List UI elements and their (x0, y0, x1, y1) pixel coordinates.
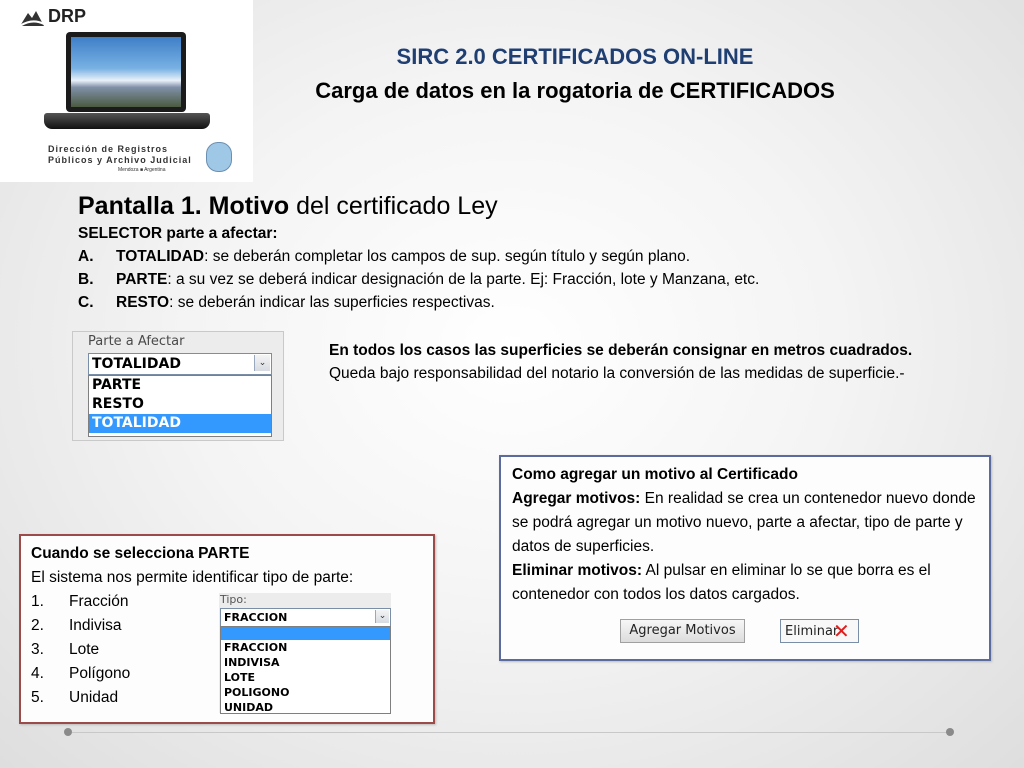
option-parte[interactable]: PARTE (92, 377, 142, 393)
page-title: SIRC 2.0 CERTIFICADOS ON-LINE (396, 44, 754, 69)
laptop-base (44, 113, 210, 129)
province-seal-icon (206, 142, 232, 172)
bottom-divider (72, 732, 948, 733)
list-item: 1. Fracción (31, 593, 129, 610)
list-item: 3. Lote (31, 641, 100, 658)
add-motivos-button[interactable]: Agregar Motivos (620, 619, 745, 643)
parte-afectar-label: Parte a Afectar (88, 334, 185, 349)
option-poligono[interactable]: POLIGONO (224, 686, 290, 699)
chevron-down-icon[interactable]: ⌄ (375, 610, 389, 623)
list-item: C. RESTO: se deberán indicar las superficies respectivas. (78, 294, 495, 311)
dot-left (64, 728, 72, 736)
tipo-label: Tipo: (220, 593, 247, 606)
tipo-screenshot (219, 593, 391, 713)
selector-label: SELECTOR parte a afectar: (78, 225, 278, 242)
option-lote[interactable]: LOTE (224, 671, 255, 684)
option-totalidad[interactable]: TOTALIDAD (89, 414, 271, 433)
mountain-icon (20, 8, 44, 26)
parte-afectar-options (88, 375, 272, 437)
list-item: 2. Indivisa (31, 617, 122, 634)
drp-brand (20, 6, 86, 27)
list-item: A. TOTALIDAD: se deberán completar los campos de sup. según título y según plano. (78, 248, 691, 265)
chevron-down-icon[interactable]: ⌄ (254, 355, 270, 371)
delete-button[interactable]: Eliminar ✕ (780, 619, 859, 643)
parte-afectar-select[interactable]: TOTALIDAD ⌄ (88, 353, 272, 375)
parte-types-box: Cuando se selecciona PARTE El sistema nos permite identificar tipo de parte: 1. Fracción 2. Indivisa 3. Lote 4. Polígono 5. Unidad Tipo: FRACCION ⌄ FRACCION INDIVISA LOTE POLIGONO UNIDAD (19, 534, 435, 724)
highlighted-option[interactable] (221, 627, 390, 640)
org-name: Dirección de Registros Públicos y Archivo Judicial (48, 144, 192, 165)
tipo-options (220, 626, 391, 714)
screen-heading: Pantalla 1. Motivo del certificado Ley (78, 192, 498, 220)
parte-afectar-screenshot (72, 331, 284, 441)
list-item: 5. Unidad (31, 689, 119, 706)
option-fraccion[interactable]: FRACCION (224, 641, 288, 654)
intro-section (78, 190, 898, 314)
page-subtitle: Carga de datos en la rogatoria de CERTIFICADOS (315, 78, 835, 103)
province-text: Mendoza ■ Argentina (118, 167, 166, 173)
brand-text: DRP (48, 6, 87, 26)
list-item: B. PARTE: a su vez se deberá indicar designación de la parte. Ej: Fracción, lote y Manzana, etc. (78, 271, 760, 288)
option-resto[interactable]: RESTO (92, 396, 144, 412)
box-title: Como agregar un motivo al Certificado (512, 466, 798, 483)
list-item: 4. Polígono (31, 665, 131, 682)
box-title: Cuando se selecciona PARTE (31, 545, 250, 562)
tipo-select[interactable]: FRACCION ⌄ (220, 608, 391, 627)
option-unidad[interactable]: UNIDAD (224, 701, 274, 714)
option-indivisa[interactable]: INDIVISA (224, 656, 280, 669)
dot-right (946, 728, 954, 736)
add-motivo-box: Como agregar un motivo al Certificado Agregar motivos: En realidad se crea un contenedor nuevo donde se podrá agregar un motivo nuevo, parte a afectar, tipo de parte y datos de superficies. Eliminar motivos: Al pulsar en eliminar lo se que borra es el contenedor con todos los datos cargados. Agregar Motivos Eliminar ✕ (499, 455, 991, 661)
surface-note: En todos los casos las superficies se deberán consignar en metros cuadrados. Queda bajo responsabilidad del notario la conversión de las medidas de superficie.- (329, 342, 913, 382)
close-icon: ✕ (833, 619, 850, 643)
